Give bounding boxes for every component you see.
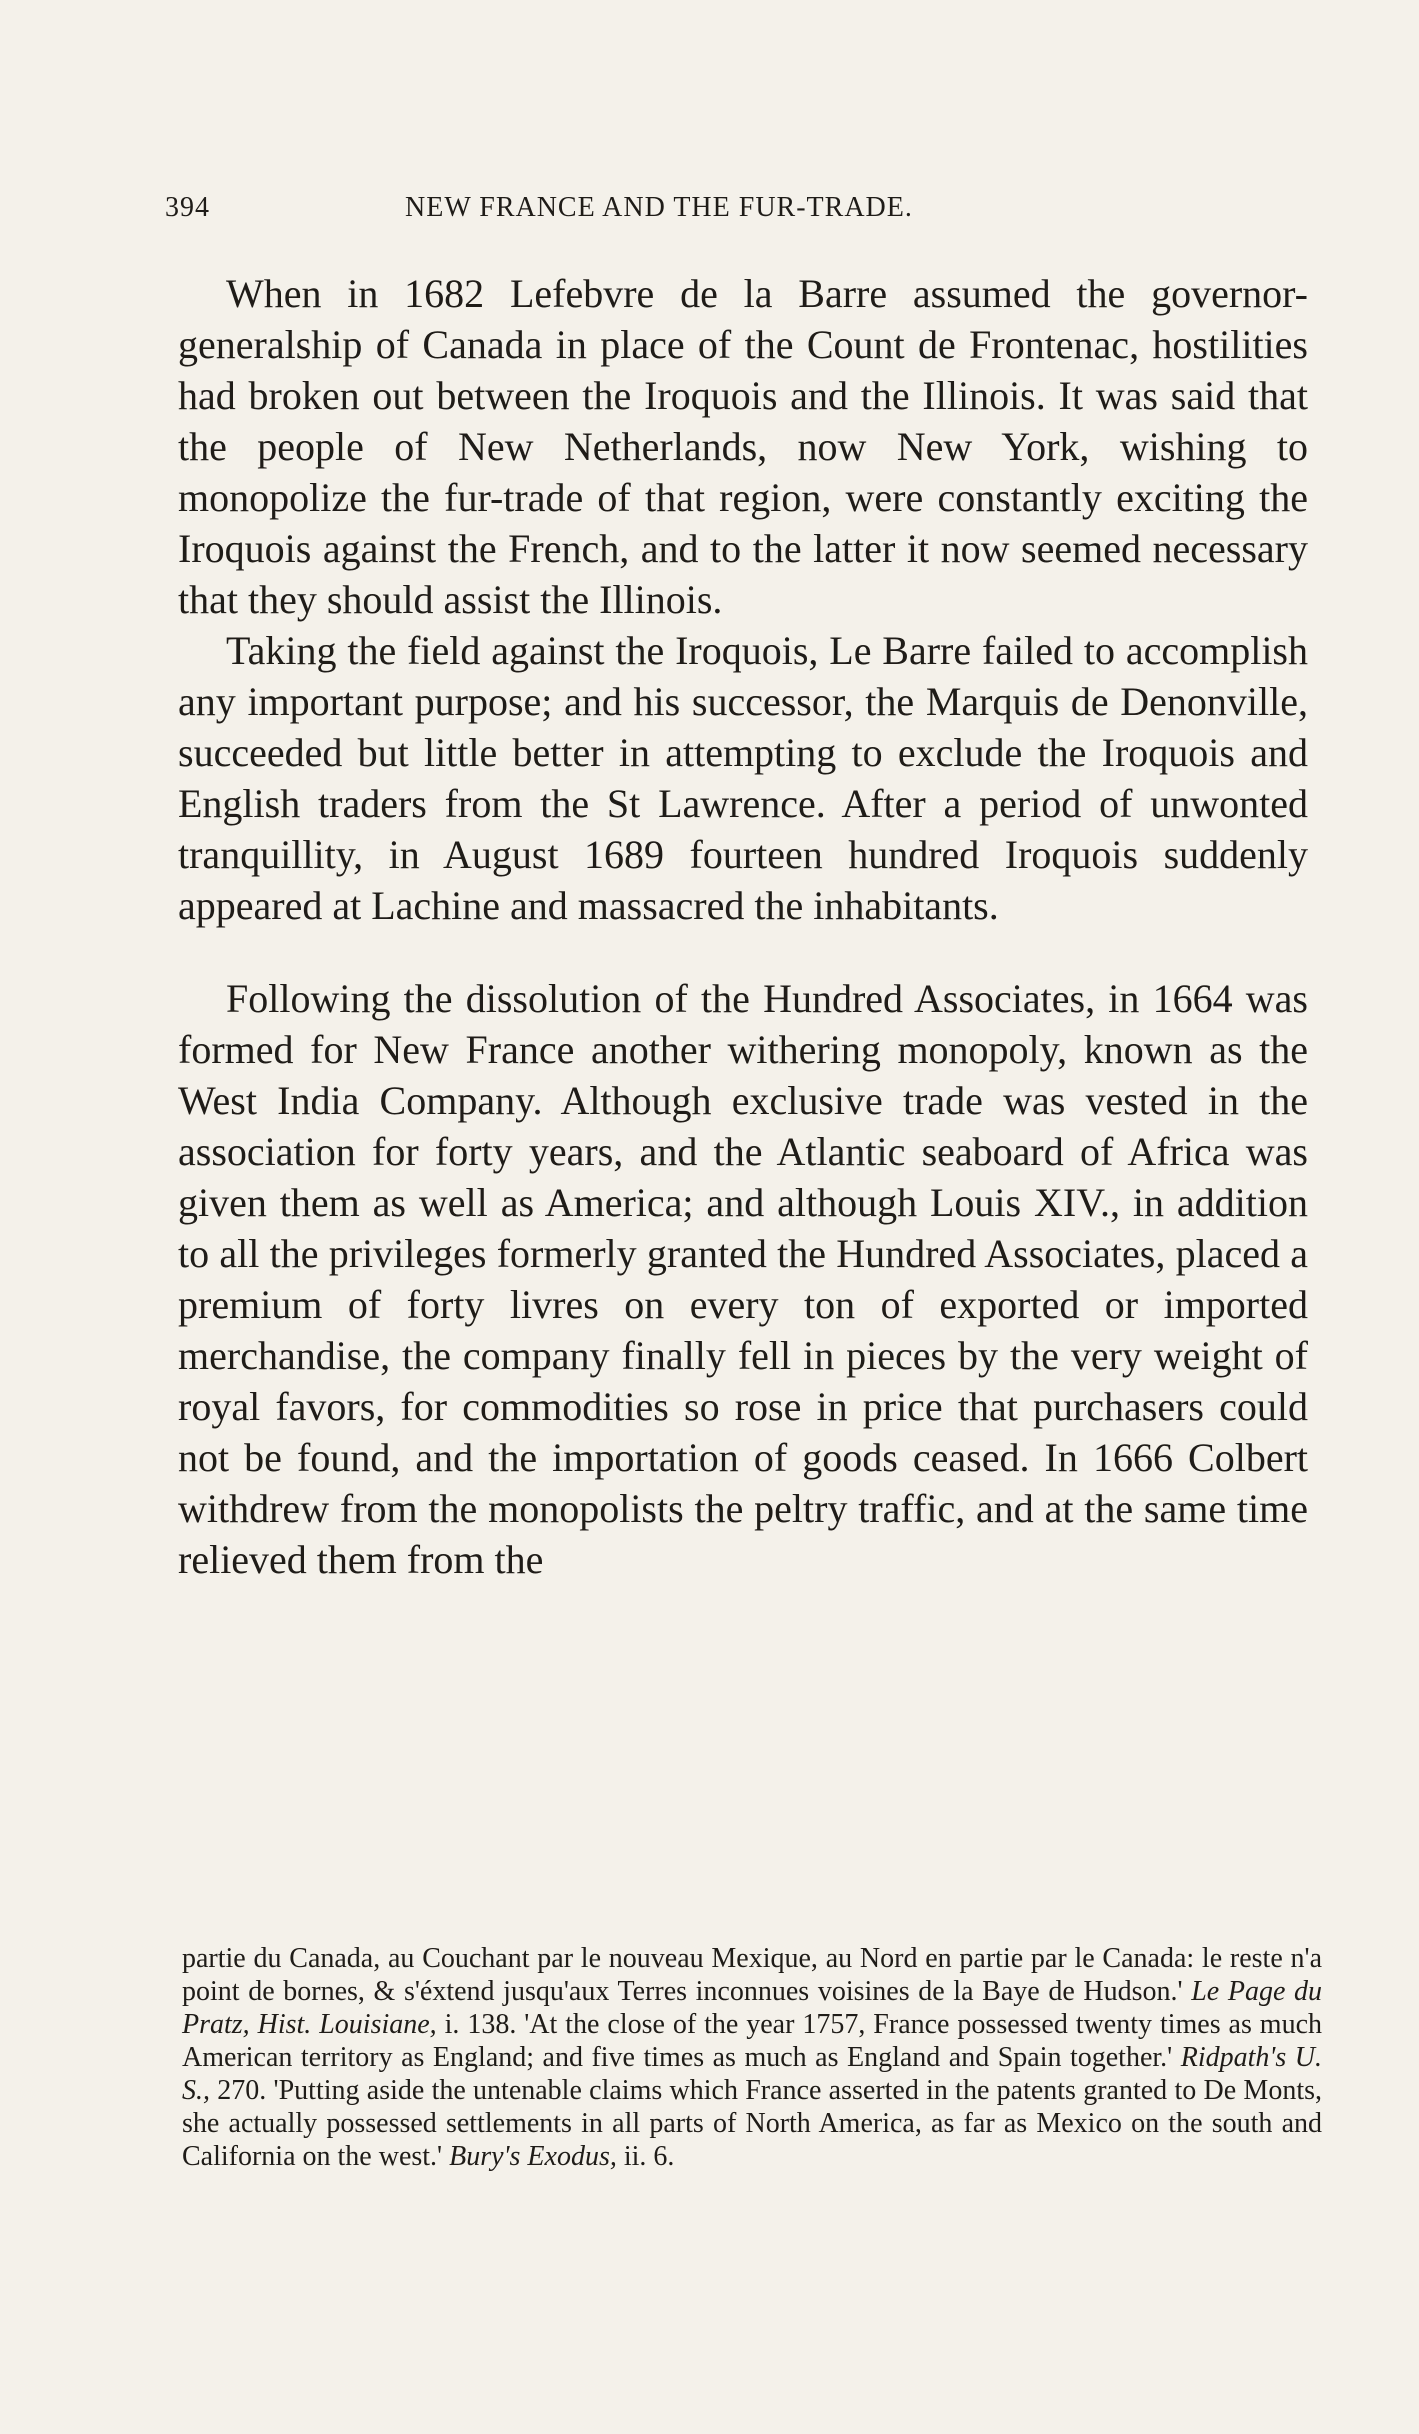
running-title: NEW FRANCE AND THE FUR-TRADE. (405, 192, 913, 223)
footnote-text-part: i. 138. 'At the close of the year 1757, France possessed twenty times as much American territory as England; and five times as much as England and Spain together.' (182, 2009, 1323, 2073)
paragraph: Following the dissolution of the Hundred Associates, in 1664 was formed for New France another withering monopoly, known as the West India Company. Although exclusive trade was vested in the association for forty years, and the Atlantic seaboard of Africa was given them as well as America; and although Louis XIV., in addition to all the privileges formerly granted the Hundred Associates, placed a premium of forty livres on every ton of exported or imported merchandise, the company finally fell in pieces by the very weight of royal favors, for commodities so rose in price that purchasers could not be found, and the importation of goods ceased. In 1666 Colbert withdrew from the monopolists the peltry traffic, and at the same time relieved them from the (178, 976, 1308, 1582)
paragraph: When in 1682 Lefebvre de la Barre assumed the governor-generalship of Canada in place of the Count de Frontenac, hostilities had broken out between the Iroquois and the Illinois. It was said that the people of New Netherlands, now New York, wishing to monopolize the fur-trade of that region, were constantly exciting the Iroquois against the French, and to the latter it now seemed necessary that they should assist the Illinois. (178, 271, 1308, 622)
citation: Le Page du Pratz, Hist. Louisiane, (182, 1976, 1323, 2040)
footnote (182, 1942, 1322, 2173)
footnote-text (182, 1942, 1322, 2173)
paragraph: Taking the field against the Iroquois, Le Barre failed to accomplish any important purpose; and his successor, the Marquis de Denonville, succeeded but little better in attempting to exclude the Iroquois and English traders from the St Lawrence. After a period of unwonted tranquillity, in August 1689 fourteen hundred Iroquois suddenly appeared at Lachine and massacred the inhabitants. (178, 628, 1308, 928)
citation: Bury's Exodus, (449, 2141, 617, 2172)
footnote-text-part: 270. 'Putting aside the untenable claims which France asserted in the patents granted to De Monts, she actually possessed settlements in all parts of North America, as far as Mexico on the south and California on the west.' (182, 2075, 1322, 2172)
main-text (178, 268, 1308, 1585)
page-header (165, 192, 1255, 232)
page-number: 394 (165, 192, 210, 223)
footnote-text-part: partie du Canada, au Couchant par le nouveau Mexique, au Nord en partie par le Canada: le reste n'a point de bornes, & s'éxtend jusqu'aux Terres inconnues voisines de la Baye de Hudson.' (182, 1943, 1322, 2007)
footnote-text-part: ii. 6. (616, 2141, 675, 2172)
citation: Ridpath's U. S., (182, 2042, 1322, 2106)
